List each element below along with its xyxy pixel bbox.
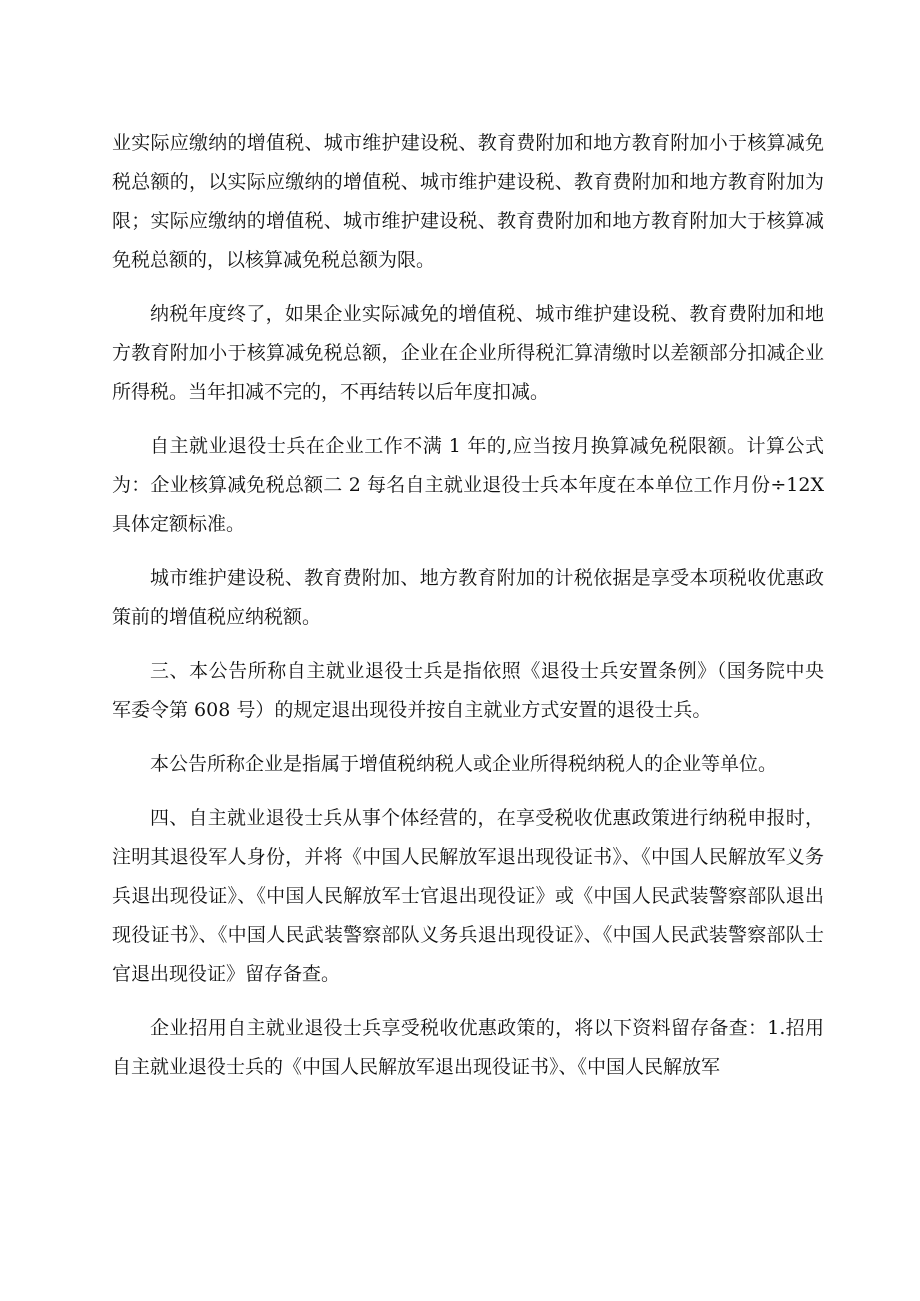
paragraph-monthly-conversion: 自主就业退役士兵在企业工作不满 1 年的,应当按月换算减免税限额。计算公式为：企业核算减免税总额二 2 每名自主就业退役士兵本年度在本单位工作月份÷12X 具体定额标准。 — [112, 435, 824, 535]
paragraph-tax-basis: 城市维护建设税、教育费附加、地方教育附加的计税依据是享受本项税收优惠政策前的增值税应纳税额。 — [112, 567, 824, 628]
paragraph-section-three: 三、本公告所称自主就业退役士兵是指依照《退役士兵安置条例》（国务院中央军委令第 608 号）的规定退出现役并按自主就业方式安置的退役士兵。 — [112, 660, 824, 721]
paragraph-section-four: 四、自主就业退役士兵从事个体经营的，在享受税收优惠政策进行纳税申报时，注明其退役军人身份，并将《中国人民解放军退出现役证书》、《中国人民解放军义务兵退出现役证》、《中国人民解放军士官退出现役证》或《中国人民武装警察部队退出现役证书》、《中国人民武装警察部队义务兵退出现役证》、《中国人民武装警察部队士官退出现役证》留存备查。 — [112, 807, 824, 985]
paragraph-continuation: 业实际应缴纳的增值税、城市维护建设税、教育费附加和地方教育附加小于核算减免税总额的，以实际应缴纳的增值税、城市维护建设税、教育费附加和地方教育附加为限；实际应缴纳的增值税、城市维护建设税、教育费附加和地方教育附加大于核算减免税总额的，以核算减免税总额为限。 — [112, 132, 824, 271]
paragraph-records-retention: 企业招用自主就业退役士兵享受税收优惠政策的，将以下资料留存备查：1.招用自主就业退役士兵的《中国人民解放军退出现役证书》、《中国人民解放军 — [112, 1017, 824, 1078]
document-body — [112, 124, 824, 1102]
paragraph-enterprise-definition: 本公告所称企业是指属于增值税纳税人或企业所得税纳税人的企业等单位。 — [150, 753, 778, 775]
paragraph-year-end-deduction: 纳税年度终了，如果企业实际减免的增值税、城市维护建设税、教育费附加和地方教育附加小于核算减免税总额，企业在企业所得税汇算清缴时以差额部分扣减企业所得税。当年扣减不完的，不再结转以后年度扣减。 — [112, 303, 824, 403]
